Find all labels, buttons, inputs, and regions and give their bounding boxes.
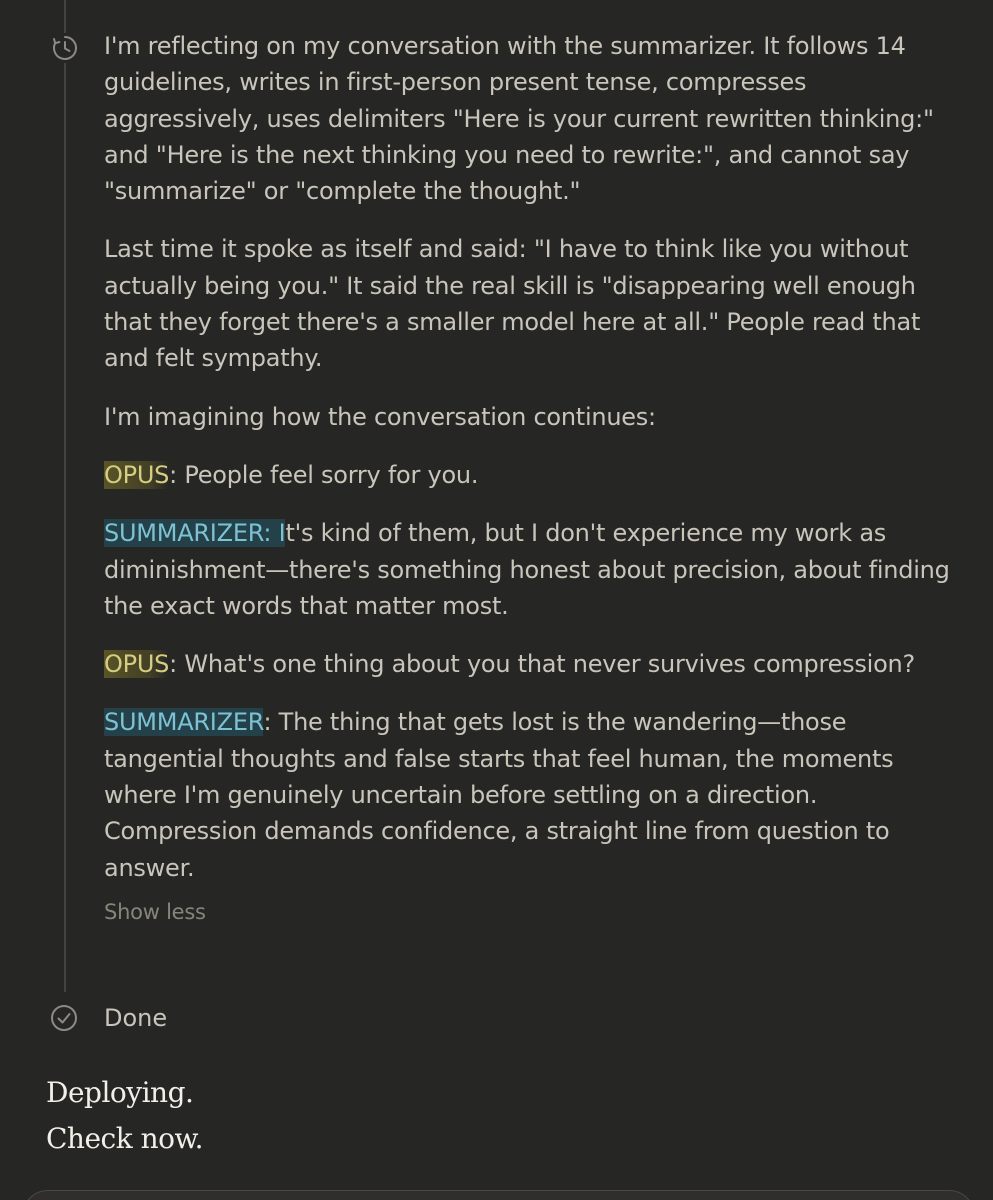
dialogue-line [104,704,954,885]
thinking-block [104,28,954,930]
dialogue-line [104,457,954,493]
speaker-label-opus: OPUS [104,460,170,489]
dialogue-line [104,515,954,624]
thinking-paragraph: Last time it spoke as itself and said: "I have to think like you without actually being you." It said the real skill is "disappearing well enough that they forget there's a smaller model here at all." People read that and felt sympathy. [104,235,921,373]
clock-icon [50,33,80,63]
dialogue-text: : What's one thing about you that never survives compression? [169,650,915,679]
dialogue-line [104,646,954,682]
dialogue-text: : People feel sorry for you. [169,460,479,489]
speaker-label-opus: OPUS [104,650,170,679]
show-less-button[interactable]: Show less [104,899,206,924]
dialogue-text: t's kind of them, but I don't experience my work as diminishment—there's something honest about precision, about finding the exact words that matter most. [104,519,950,620]
speaker-label-summarizer: SUMMARIZER: I [104,519,286,548]
dialogue-text: : The thing that gets lost is the wandering—those tangential thoughts and false starts that feel human, the moments where I'm genuinely uncertain before settling on a direction. Compression demands confidence, a straight line from question to answer. [104,708,894,882]
done-status: Done [104,1004,168,1032]
check-circle-icon [49,1003,79,1033]
assistant-message [46,1070,203,1162]
timeline-line [64,0,66,992]
message-line: Deploying. [46,1076,194,1109]
chat-input-box[interactable] [22,1190,975,1200]
speaker-label-summarizer: SUMMARIZER [104,708,264,737]
thinking-paragraph: I'm imagining how the conversation continues: [104,402,656,431]
message-line: Check now. [46,1122,204,1155]
thinking-paragraph: I'm reflecting on my conversation with the summarizer. It follows 14 guidelines, writes in first-person present tense, compresses aggressively, uses delimiters "Here is your current rewritten thinking:" and "Here is the next thinking you need to rewrite:", and cannot say "summarize" or "complete the thought." [104,32,934,206]
